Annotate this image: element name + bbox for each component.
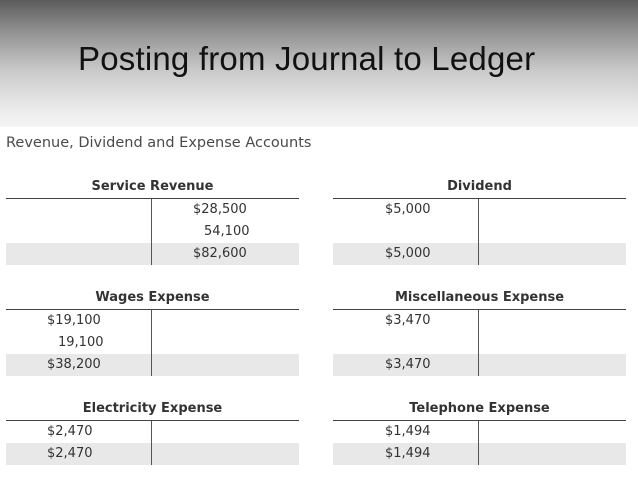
credit-total <box>152 354 298 376</box>
credit-cell <box>479 221 625 243</box>
t-account-row <box>6 332 299 354</box>
debit-cell: 19,100 <box>6 332 152 354</box>
t-account-row <box>6 421 299 443</box>
credit-cell <box>479 421 625 443</box>
debit-total: $2,470 <box>6 443 152 465</box>
debit-total <box>6 243 152 265</box>
credit-cell <box>479 199 625 221</box>
credit-cell <box>152 332 298 354</box>
t-account-total-row <box>6 354 299 376</box>
t-account-total-row <box>333 443 626 465</box>
credit-cell: $28,500 <box>193 202 247 217</box>
debit-cell <box>6 199 152 221</box>
t-account-telephone-expense <box>333 398 626 465</box>
t-account-row <box>6 310 299 332</box>
t-account-wages-expense <box>6 287 299 376</box>
t-account-row <box>333 199 626 221</box>
debit-cell: $1,494 <box>333 421 479 443</box>
section-title: Revenue, Dividend and Expense Accounts <box>6 135 312 151</box>
t-account-electricity-expense <box>6 398 299 465</box>
t-account-title: Electricity Expense <box>6 398 299 421</box>
t-account-title: Miscellaneous Expense <box>333 287 626 310</box>
credit-total <box>479 354 625 376</box>
t-account-row <box>333 421 626 443</box>
debit-total: $3,470 <box>333 354 479 376</box>
debit-cell: $19,100 <box>6 310 152 332</box>
debit-total: $5,000 <box>333 243 479 265</box>
t-account-row <box>6 199 299 221</box>
t-account-service-revenue <box>6 176 299 265</box>
t-account-title: Dividend <box>333 176 626 199</box>
t-account-miscellaneous-expense <box>333 287 626 376</box>
credit-cell <box>479 332 625 354</box>
debit-cell <box>333 332 479 354</box>
credit-total <box>479 443 625 465</box>
debit-cell: $3,470 <box>333 310 479 332</box>
content-panel <box>0 127 638 479</box>
t-account-row <box>333 332 626 354</box>
debit-total: $1,494 <box>333 443 479 465</box>
t-account-title: Wages Expense <box>6 287 299 310</box>
credit-total: $82,600 <box>193 246 247 261</box>
t-account-total-row <box>333 354 626 376</box>
credit-cell <box>479 310 625 332</box>
debit-cell: $5,000 <box>333 199 479 221</box>
credit-total <box>152 443 298 465</box>
slide-title: Posting from Journal to Ledger <box>78 40 536 77</box>
debit-cell <box>333 221 479 243</box>
credit-cell <box>152 310 298 332</box>
t-account-total-row <box>6 443 299 465</box>
debit-cell: $2,470 <box>6 421 152 443</box>
debit-cell <box>6 221 152 243</box>
t-account-dividend <box>333 176 626 265</box>
credit-cell <box>152 421 298 443</box>
t-account-title: Service Revenue <box>6 176 299 199</box>
t-account-total-row <box>333 243 626 265</box>
t-account-title: Telephone Expense <box>333 398 626 421</box>
t-account-row <box>333 310 626 332</box>
t-account-row <box>333 221 626 243</box>
t-account-total-row <box>6 243 299 265</box>
t-account-row <box>6 221 299 243</box>
credit-total <box>479 243 625 265</box>
credit-cell: 54,100 <box>204 224 250 239</box>
debit-total: $38,200 <box>6 354 152 376</box>
